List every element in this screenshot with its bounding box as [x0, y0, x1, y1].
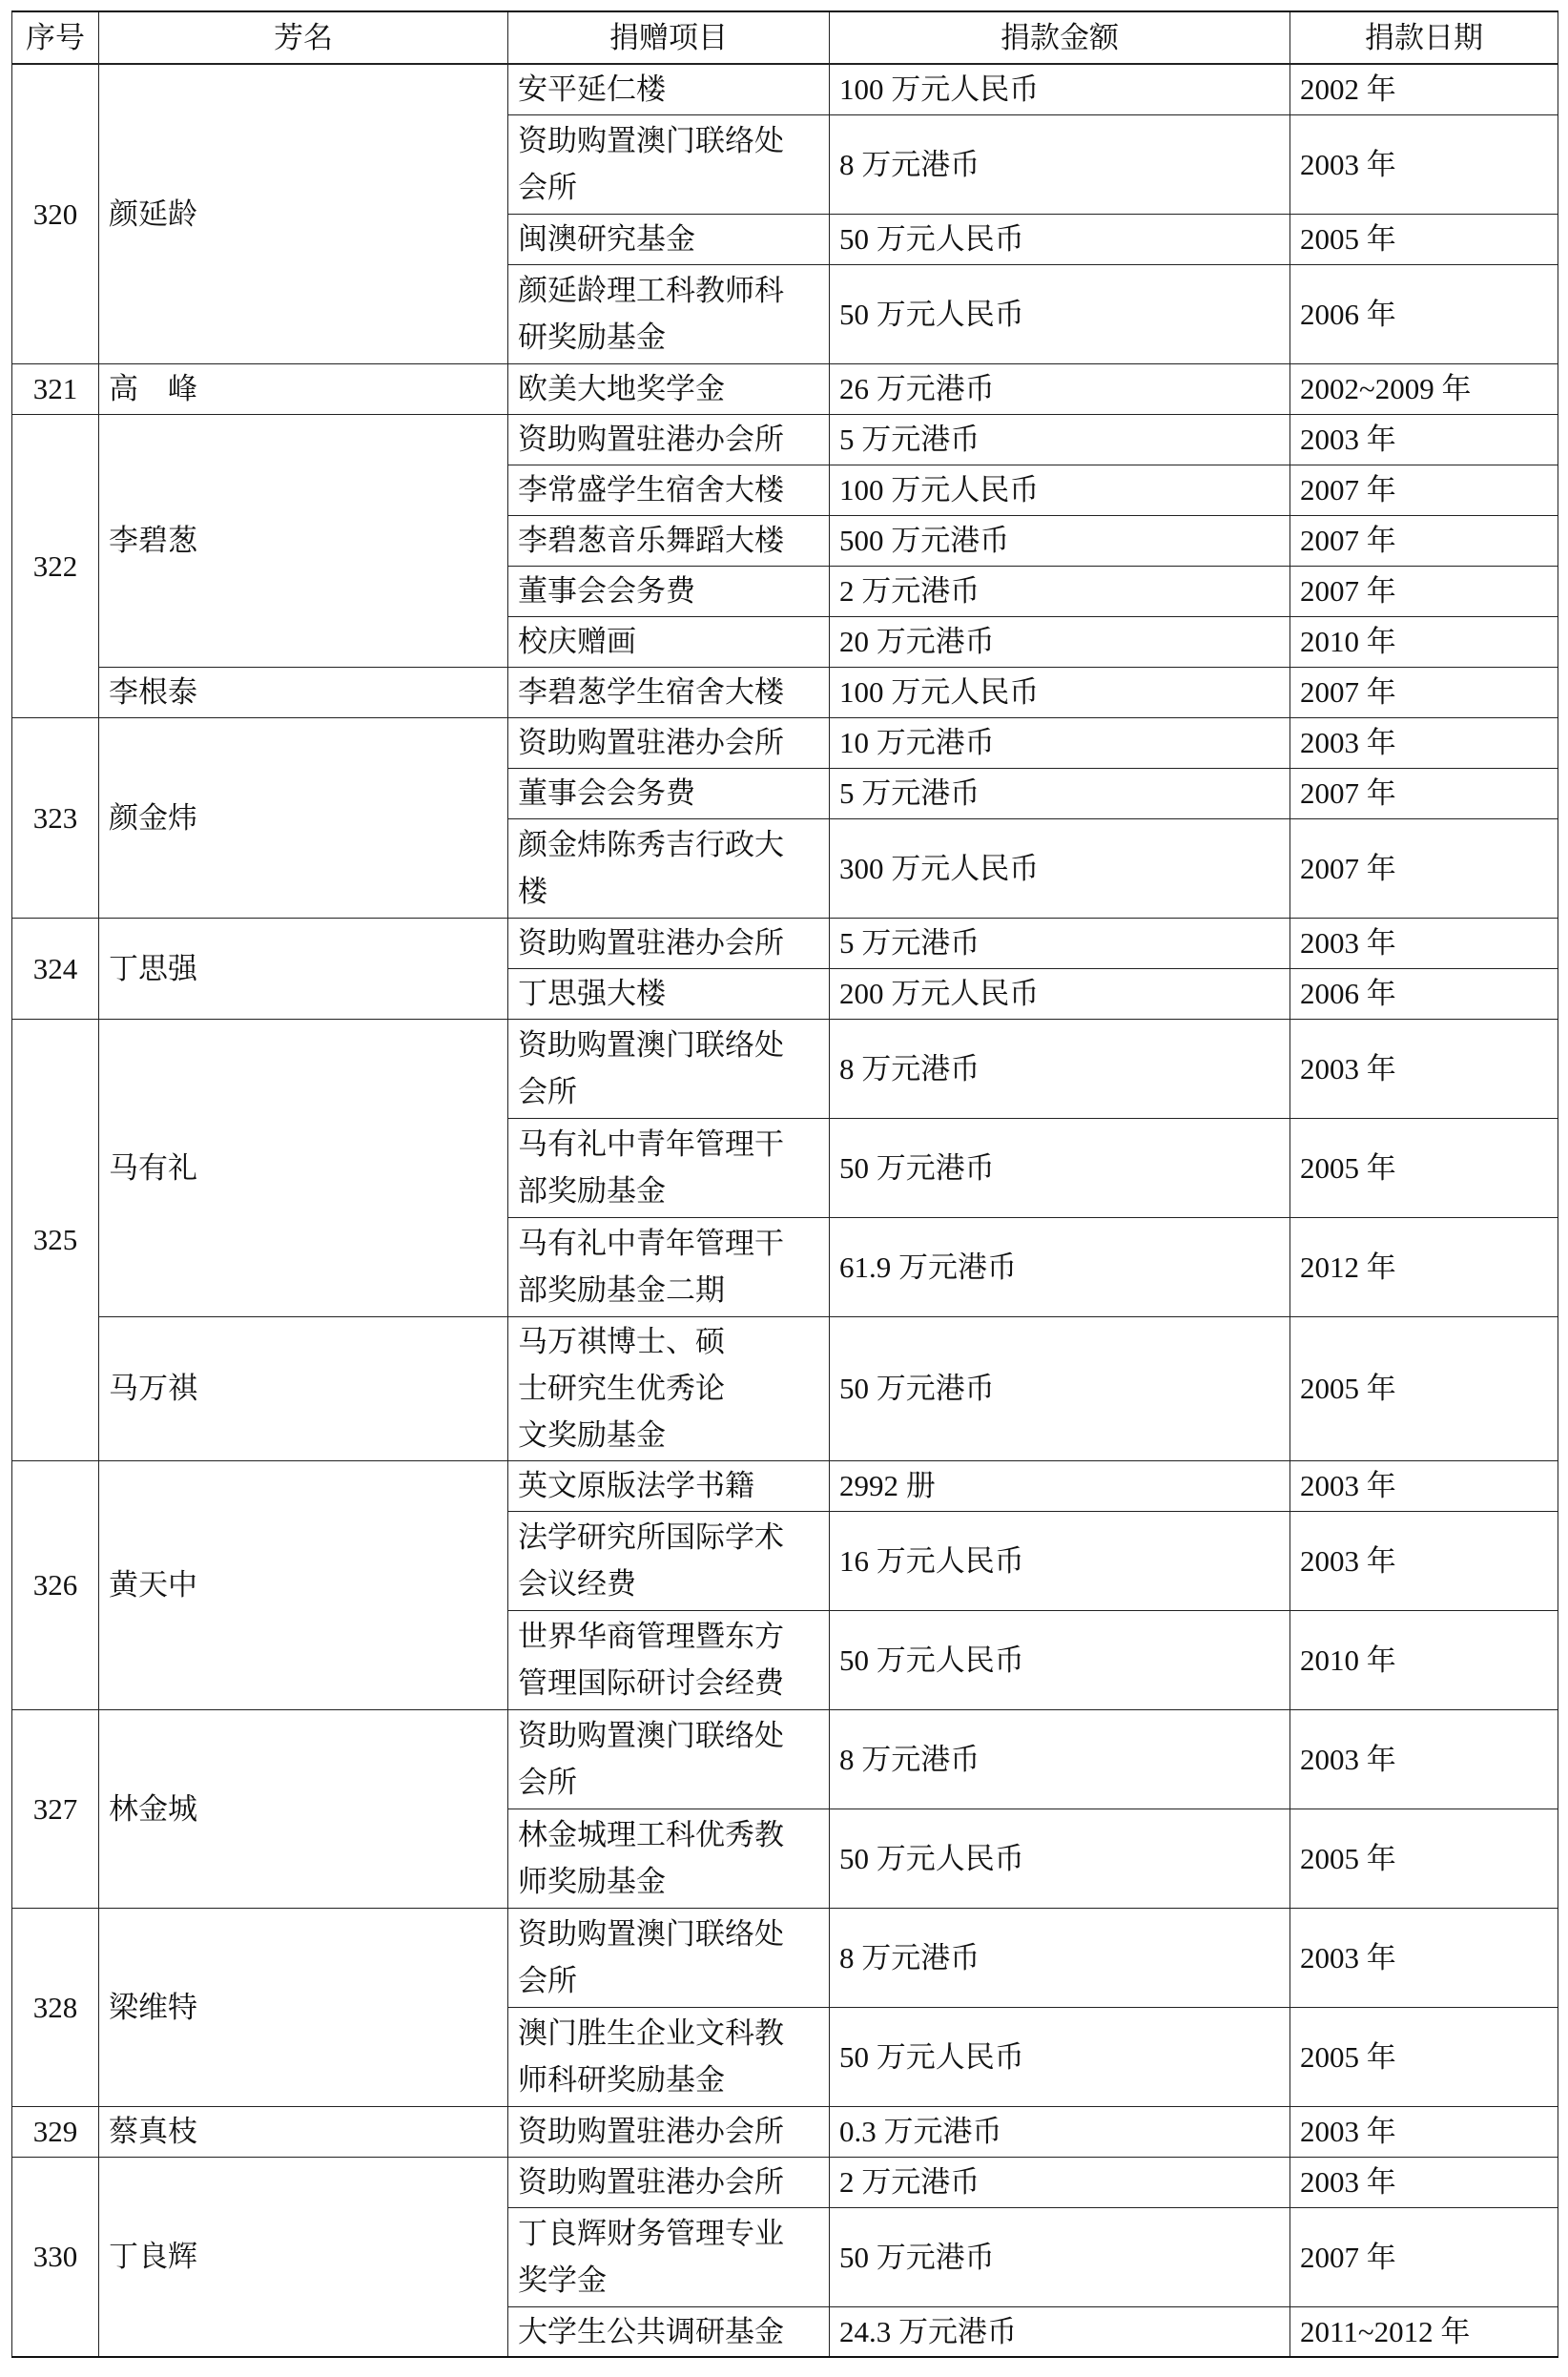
cell-amount: 50 万元人民币 [830, 214, 1290, 264]
cell-project: 颜金炜陈秀吉行政大 楼 [508, 818, 830, 918]
cell-date: 2007 年 [1290, 667, 1558, 717]
cell-seq: 326 [12, 1460, 99, 1709]
cell-donor-name: 林金城 [99, 1709, 508, 1908]
cell-amount: 500 万元港币 [830, 515, 1290, 566]
cell-seq: 329 [12, 2106, 99, 2157]
cell-date: 2011~2012 年 [1290, 2306, 1558, 2357]
cell-donor-name: 梁维特 [99, 1908, 508, 2106]
cell-amount: 8 万元港币 [830, 114, 1290, 214]
cell-project: 英文原版法学书籍 [508, 1460, 830, 1511]
cell-date: 2005 年 [1290, 214, 1558, 264]
cell-donor-name: 丁思强 [99, 918, 508, 1019]
cell-amount: 8 万元港币 [830, 1019, 1290, 1118]
cell-amount: 50 万元人民币 [830, 2007, 1290, 2106]
cell-project: 董事会会务费 [508, 768, 830, 818]
cell-project: 丁良辉财务管理专业 奖学金 [508, 2207, 830, 2306]
cell-project: 大学生公共调研基金 [508, 2306, 830, 2357]
cell-date: 2003 年 [1290, 2106, 1558, 2157]
cell-amount: 2992 册 [830, 1460, 1290, 1511]
cell-seq: 325 [12, 1019, 99, 1460]
cell-date: 2003 年 [1290, 1709, 1558, 1809]
cell-date: 2005 年 [1290, 2007, 1558, 2106]
cell-date: 2010 年 [1290, 616, 1558, 667]
cell-date: 2003 年 [1290, 1908, 1558, 2007]
cell-project: 法学研究所国际学术 会议经费 [508, 1511, 830, 1610]
cell-amount: 5 万元港币 [830, 414, 1290, 465]
cell-seq: 324 [12, 918, 99, 1019]
cell-amount: 5 万元港币 [830, 768, 1290, 818]
cell-date: 2003 年 [1290, 1460, 1558, 1511]
cell-project: 资助购置驻港办会所 [508, 717, 830, 768]
cell-amount: 50 万元人民币 [830, 1610, 1290, 1709]
table-row [12, 1460, 1558, 1511]
cell-project: 世界华商管理暨东方 管理国际研讨会经费 [508, 1610, 830, 1709]
cell-amount: 100 万元人民币 [830, 465, 1290, 515]
cell-amount: 300 万元人民币 [830, 818, 1290, 918]
cell-date: 2003 年 [1290, 1019, 1558, 1118]
cell-amount: 8 万元港币 [830, 1908, 1290, 2007]
cell-amount: 50 万元人民币 [830, 1809, 1290, 1908]
header-row [12, 11, 1558, 64]
cell-amount: 2 万元港币 [830, 566, 1290, 616]
cell-date: 2005 年 [1290, 1118, 1558, 1217]
table-row [12, 717, 1558, 768]
cell-date: 2012 年 [1290, 1217, 1558, 1316]
cell-date: 2007 年 [1290, 768, 1558, 818]
cell-project: 资助购置澳门联络处 会所 [508, 1019, 830, 1118]
cell-donor-name: 黄天中 [99, 1460, 508, 1709]
cell-amount: 100 万元人民币 [830, 667, 1290, 717]
cell-amount: 20 万元港币 [830, 616, 1290, 667]
cell-project: 李碧葱音乐舞蹈大楼 [508, 515, 830, 566]
table-row [12, 1316, 1558, 1460]
header-project: 捐赠项目 [508, 11, 830, 64]
cell-project: 林金城理工科优秀教 师奖励基金 [508, 1809, 830, 1908]
cell-project: 李碧葱学生宿舍大楼 [508, 667, 830, 717]
cell-donor-name: 高 峰 [99, 363, 508, 414]
cell-project: 颜延龄理工科教师科 研奖励基金 [508, 264, 830, 363]
header-name: 芳名 [99, 11, 508, 64]
cell-date: 2003 年 [1290, 114, 1558, 214]
cell-amount: 200 万元人民币 [830, 968, 1290, 1019]
table-row [12, 1019, 1558, 1118]
cell-date: 2002~2009 年 [1290, 363, 1558, 414]
cell-amount: 50 万元港币 [830, 1316, 1290, 1460]
cell-amount: 26 万元港币 [830, 363, 1290, 414]
cell-project: 澳门胜生企业文科教 师科研奖励基金 [508, 2007, 830, 2106]
table-row [12, 414, 1558, 465]
cell-date: 2005 年 [1290, 1809, 1558, 1908]
cell-project: 资助购置驻港办会所 [508, 918, 830, 968]
cell-date: 2007 年 [1290, 515, 1558, 566]
cell-date: 2010 年 [1290, 1610, 1558, 1709]
cell-project: 安平延仁楼 [508, 64, 830, 114]
cell-date: 2003 年 [1290, 414, 1558, 465]
cell-date: 2003 年 [1290, 918, 1558, 968]
cell-project: 资助购置澳门联络处 会所 [508, 114, 830, 214]
cell-date: 2003 年 [1290, 2157, 1558, 2207]
cell-date: 2006 年 [1290, 968, 1558, 1019]
cell-project: 资助购置驻港办会所 [508, 414, 830, 465]
cell-project: 资助购置澳门联络处 会所 [508, 1908, 830, 2007]
cell-amount: 50 万元港币 [830, 1118, 1290, 1217]
cell-seq: 328 [12, 1908, 99, 2106]
table-header [12, 11, 1558, 64]
cell-donor-name: 李碧葱 [99, 414, 508, 667]
header-date: 捐款日期 [1290, 11, 1558, 64]
cell-donor-name: 马万祺 [99, 1316, 508, 1460]
cell-donor-name: 李根泰 [99, 667, 508, 717]
cell-date: 2003 年 [1290, 717, 1558, 768]
cell-donor-name: 马有礼 [99, 1019, 508, 1316]
cell-date: 2006 年 [1290, 264, 1558, 363]
table-row [12, 64, 1558, 114]
table-row [12, 363, 1558, 414]
cell-project: 资助购置驻港办会所 [508, 2157, 830, 2207]
cell-amount: 61.9 万元港币 [830, 1217, 1290, 1316]
donation-table [11, 10, 1558, 2358]
table-row [12, 2106, 1558, 2157]
cell-amount: 8 万元港币 [830, 1709, 1290, 1809]
cell-amount: 2 万元港币 [830, 2157, 1290, 2207]
table-row [12, 918, 1558, 968]
cell-date: 2003 年 [1290, 1511, 1558, 1610]
cell-project: 闽澳研究基金 [508, 214, 830, 264]
table-row [12, 1908, 1558, 2007]
cell-project: 李常盛学生宿舍大楼 [508, 465, 830, 515]
cell-amount: 24.3 万元港币 [830, 2306, 1290, 2357]
cell-project: 马有礼中青年管理干 部奖励基金 [508, 1118, 830, 1217]
cell-date: 2007 年 [1290, 465, 1558, 515]
cell-amount: 5 万元港币 [830, 918, 1290, 968]
cell-project: 丁思强大楼 [508, 968, 830, 1019]
cell-seq: 327 [12, 1709, 99, 1908]
cell-seq: 322 [12, 414, 99, 717]
cell-project: 资助购置澳门联络处 会所 [508, 1709, 830, 1809]
cell-project: 马万祺博士、硕 士研究生优秀论 文奖励基金 [508, 1316, 830, 1460]
cell-amount: 0.3 万元港币 [830, 2106, 1290, 2157]
cell-donor-name: 颜延龄 [99, 64, 508, 363]
cell-donor-name: 颜金炜 [99, 717, 508, 918]
cell-project: 董事会会务费 [508, 566, 830, 616]
cell-seq: 323 [12, 717, 99, 918]
cell-date: 2005 年 [1290, 1316, 1558, 1460]
cell-project: 马有礼中青年管理干 部奖励基金二期 [508, 1217, 830, 1316]
cell-project: 校庆赠画 [508, 616, 830, 667]
cell-donor-name: 丁良辉 [99, 2157, 508, 2357]
cell-seq: 330 [12, 2157, 99, 2357]
header-seq: 序号 [12, 11, 99, 64]
cell-amount: 10 万元港币 [830, 717, 1290, 768]
table-row [12, 2157, 1558, 2207]
cell-seq: 320 [12, 64, 99, 363]
cell-amount: 16 万元人民币 [830, 1511, 1290, 1610]
cell-date: 2007 年 [1290, 818, 1558, 918]
cell-amount: 50 万元港币 [830, 2207, 1290, 2306]
cell-date: 2007 年 [1290, 566, 1558, 616]
cell-project: 欧美大地奖学金 [508, 363, 830, 414]
cell-donor-name: 蔡真枝 [99, 2106, 508, 2157]
cell-date: 2007 年 [1290, 2207, 1558, 2306]
table-row [12, 667, 1558, 717]
table-body [12, 64, 1558, 2357]
cell-amount: 50 万元人民币 [830, 264, 1290, 363]
cell-project: 资助购置驻港办会所 [508, 2106, 830, 2157]
table-row [12, 1709, 1558, 1809]
cell-amount: 100 万元人民币 [830, 64, 1290, 114]
header-amount: 捐款金额 [830, 11, 1290, 64]
cell-seq: 321 [12, 363, 99, 414]
cell-date: 2002 年 [1290, 64, 1558, 114]
